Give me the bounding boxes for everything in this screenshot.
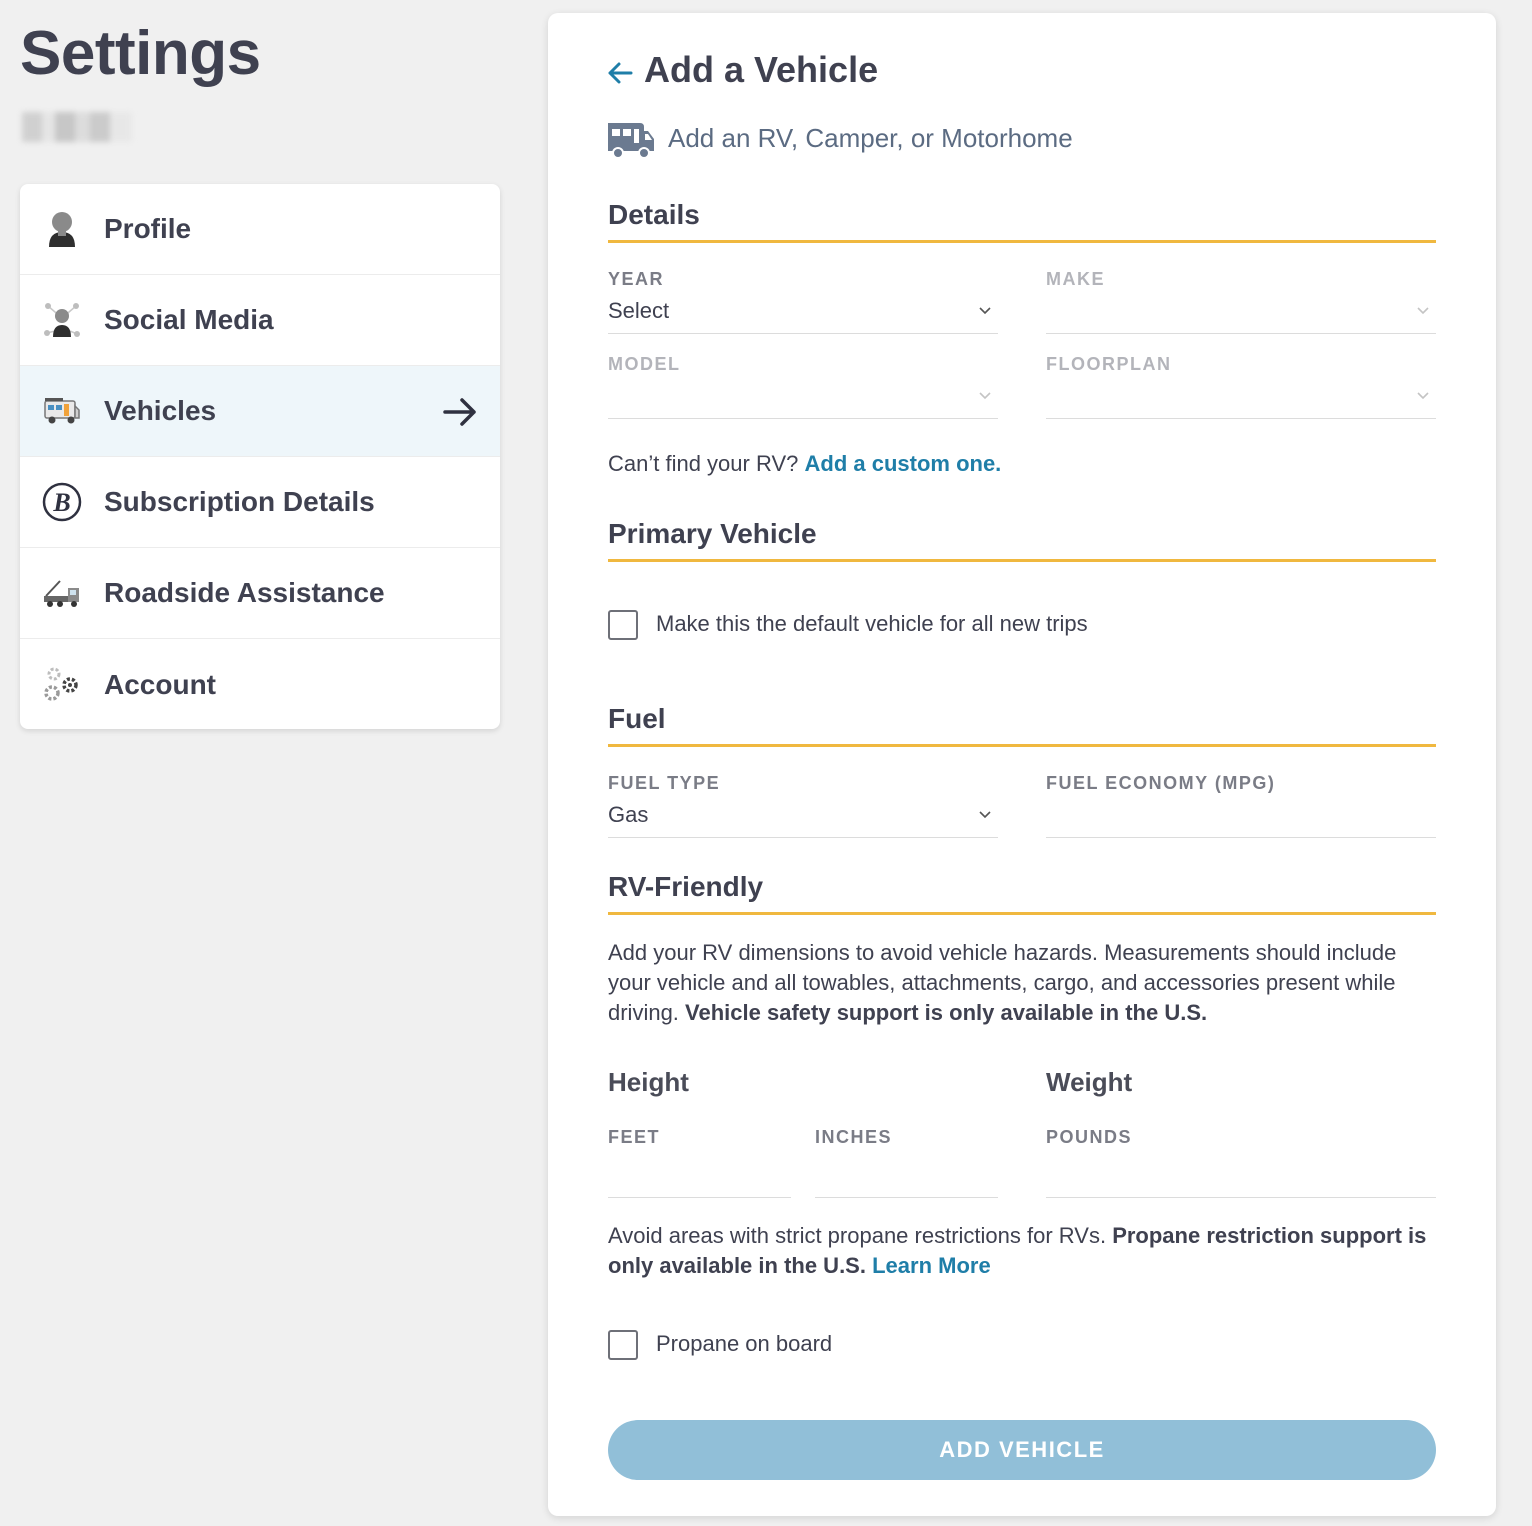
section-title: Fuel: [608, 703, 666, 734]
feet-input[interactable]: [608, 1154, 791, 1198]
propane-text: Avoid areas with strict propane restrictions for RVs.: [608, 1223, 1107, 1248]
height-heading: Height: [608, 1067, 689, 1097]
fuel-economy-input[interactable]: [1046, 800, 1436, 838]
floorplan-select[interactable]: [1046, 354, 1436, 419]
propane-checkbox[interactable]: [608, 1330, 638, 1360]
rv-vehicle-icon: [42, 391, 82, 431]
weight-heading: Weight: [1046, 1067, 1133, 1097]
propane-bold-note: Propane restriction support is only available in the U.S.: [608, 1223, 1427, 1278]
field-label: POUNDS: [1046, 1127, 1133, 1147]
tow-truck-icon: [42, 573, 82, 613]
settings-menu: [20, 184, 500, 729]
form-title: Add a Vehicle: [644, 49, 879, 90]
menu-label: Roadside Assistance: [104, 577, 385, 608]
fuel-type-select-value[interactable]: [608, 800, 998, 838]
year-select-value[interactable]: [608, 296, 998, 334]
menu-label: Subscription Details: [104, 486, 375, 517]
menu-item-social-media[interactable]: [20, 275, 500, 366]
rv-friendly-text: Add your RV dimensions to avoid vehicle hazards. Measurements should include your vehicle and all towables, attachments, cargo, and accessories present while driving.: [608, 940, 1397, 1025]
field-label: FUEL TYPE: [608, 773, 721, 793]
rv-friendly-section-header: [608, 865, 1436, 915]
custom-rv-text: Can’t find your RV?: [608, 451, 799, 476]
make-select[interactable]: [1046, 269, 1436, 334]
blurred-username: [22, 112, 132, 142]
field-label: MAKE: [1046, 269, 1105, 289]
add-rv-camper-link[interactable]: Add an RV, Camper, or Motorhome: [668, 123, 1073, 153]
section-title: RV-Friendly: [608, 871, 764, 902]
field-label: INCHES: [815, 1127, 893, 1147]
pounds-input[interactable]: [1046, 1154, 1436, 1198]
chevron-down-icon: [978, 810, 992, 820]
chevron-down-icon: [978, 391, 992, 401]
profile-icon: [42, 209, 82, 249]
fuel-type-select[interactable]: [608, 773, 998, 838]
rv-friendly-bold-note: Vehicle safety support is only available in the U.S.: [685, 1000, 1208, 1025]
chevron-down-icon: [1416, 391, 1430, 401]
menu-label: Profile: [104, 213, 192, 244]
page-title: Settings: [20, 19, 261, 88]
field-label: FLOORPLAN: [1046, 354, 1172, 374]
floorplan-select-value[interactable]: [1046, 381, 1436, 419]
rv-camper-icon[interactable]: [606, 117, 656, 161]
propane-description: [608, 1221, 1438, 1281]
rv-friendly-description: [608, 938, 1438, 1028]
details-section-header: [608, 193, 1436, 243]
back-arrow-icon[interactable]: [606, 61, 634, 85]
arrow-right-icon: [442, 394, 478, 430]
subscription-badge-icon: [42, 482, 82, 522]
custom-rv-prompt: [608, 449, 1001, 479]
add-vehicle-card: [548, 13, 1496, 1516]
default-vehicle-checkbox[interactable]: [608, 610, 638, 640]
field-label: MODEL: [608, 354, 681, 374]
chevron-down-icon: [978, 306, 992, 316]
menu-item-subscription-details[interactable]: [20, 457, 500, 548]
height-feet-field[interactable]: [608, 1127, 791, 1198]
add-vehicle-button[interactable]: ADD VEHICLE: [608, 1420, 1436, 1480]
menu-label: Vehicles: [104, 395, 217, 426]
primary-vehicle-section-header: [608, 512, 1436, 562]
menu-item-account[interactable]: [20, 639, 500, 729]
year-select[interactable]: [608, 269, 998, 334]
weight-pounds-field[interactable]: [1046, 1127, 1436, 1198]
model-select[interactable]: [608, 354, 998, 419]
menu-item-roadside-assistance[interactable]: [20, 548, 500, 639]
learn-more-link[interactable]: Learn More: [872, 1253, 991, 1278]
fuel-section-header: [608, 697, 1436, 747]
add-custom-rv-link[interactable]: Add a custom one.: [804, 451, 1002, 476]
section-title: Details: [608, 199, 700, 230]
menu-item-vehicles[interactable]: [20, 366, 500, 457]
menu-item-profile[interactable]: [20, 184, 500, 275]
field-label: FEET: [608, 1127, 661, 1147]
make-select-value[interactable]: [1046, 296, 1436, 334]
chevron-down-icon: [1416, 306, 1430, 316]
gears-icon: [42, 665, 82, 705]
select-value: Gas: [608, 802, 649, 827]
fuel-economy-field[interactable]: [1046, 773, 1436, 838]
select-value: Select: [608, 298, 670, 323]
field-label: YEAR: [608, 269, 665, 289]
inches-input[interactable]: [815, 1154, 998, 1198]
height-inches-field[interactable]: [815, 1127, 998, 1198]
default-vehicle-label[interactable]: Make this the default vehicle for all new trips: [656, 611, 1088, 636]
section-title: Primary Vehicle: [608, 518, 817, 549]
social-media-icon: [42, 300, 82, 340]
menu-label: Account: [104, 668, 216, 700]
svg-text:B: B: [53, 488, 71, 517]
field-label: FUEL ECONOMY (MPG): [1046, 773, 1276, 793]
model-select-value[interactable]: [608, 381, 998, 419]
propane-label[interactable]: Propane on board: [656, 1331, 833, 1356]
menu-label: Social Media: [104, 304, 274, 335]
